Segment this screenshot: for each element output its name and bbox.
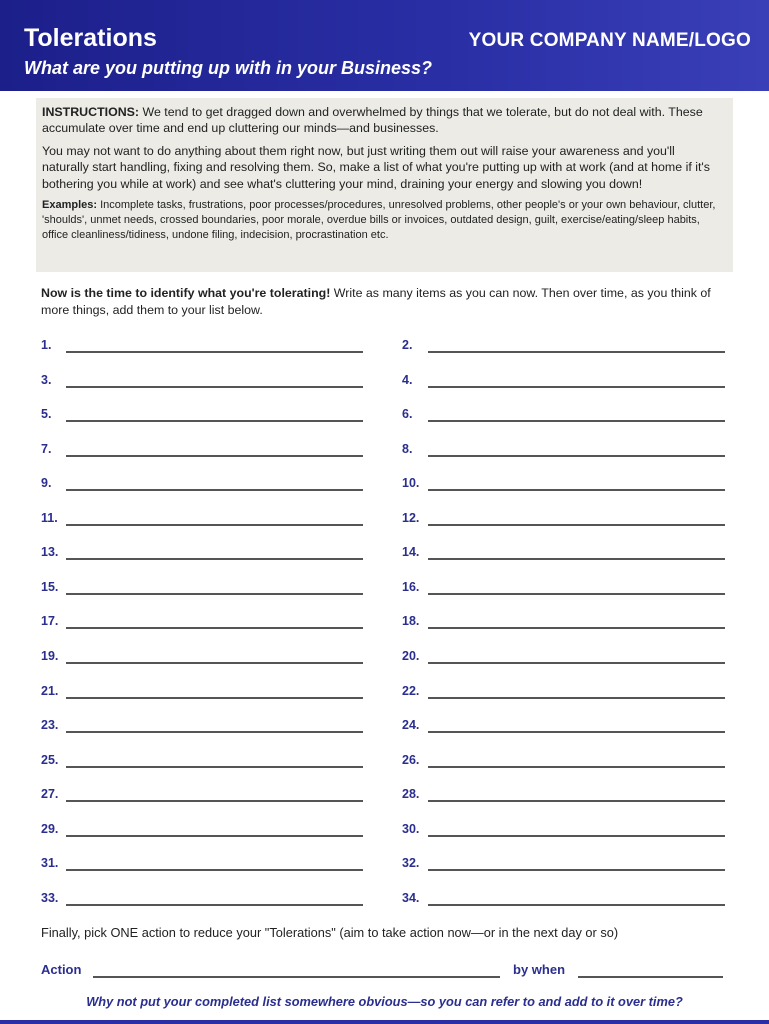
item-number: 25. (41, 752, 59, 767)
item-number: 6. (402, 407, 413, 422)
item-entry-field[interactable] (66, 697, 363, 699)
by-when-label: by when (513, 962, 566, 977)
list-item (41, 785, 363, 809)
instructions-panel (36, 98, 733, 272)
item-entry-field[interactable] (428, 558, 725, 560)
item-entry-field[interactable] (66, 558, 363, 560)
list-item (402, 474, 725, 498)
item-number: 11. (41, 510, 58, 525)
item-entry-field[interactable] (66, 869, 363, 871)
item-number: 27. (41, 787, 59, 802)
item-number: 4. (402, 372, 413, 387)
action-field[interactable] (93, 976, 500, 978)
list-item (402, 543, 725, 567)
list-item (402, 509, 725, 533)
list-item (402, 405, 725, 429)
item-entry-field[interactable] (428, 766, 725, 768)
item-number: 5. (41, 407, 52, 422)
item-number: 7. (41, 441, 52, 456)
item-entry-field[interactable] (428, 593, 725, 595)
instructions-paragraph (42, 104, 725, 137)
item-entry-field[interactable] (428, 489, 725, 491)
item-number: 8. (402, 441, 413, 456)
list-item (402, 751, 725, 775)
bottom-border (0, 1020, 769, 1024)
prompt-bold: Now is the time to identify what you're tolerating! (41, 286, 331, 300)
item-entry-field[interactable] (66, 351, 363, 353)
page-subtitle: What are you putting up with in your Business? (24, 58, 433, 78)
item-entry-field[interactable] (66, 593, 363, 595)
list-item (41, 682, 363, 706)
item-entry-field[interactable] (66, 489, 363, 491)
list-item (402, 854, 725, 878)
item-number: 1. (41, 338, 52, 352)
instructions-label: INSTRUCTIONS: (42, 105, 140, 119)
item-number: 13. (41, 545, 59, 560)
item-number: 23. (41, 718, 59, 733)
item-number: 26. (402, 752, 420, 767)
awareness-paragraph: You may not want to do anything about them right now, but just writing them out will raise your awareness and you'll naturally start handling, fixing and resolving them. So, make a list of what you're putting up with at work (and at home if it's bothering you while at work) and see what's cluttering your mind, draining your energy and slowing you down! (42, 143, 710, 191)
item-number: 3. (41, 372, 52, 387)
list-item (41, 543, 363, 567)
action-label: Action (41, 962, 82, 977)
item-number: 30. (402, 821, 420, 836)
item-entry-field[interactable] (66, 766, 363, 768)
item-number: 16. (402, 579, 420, 594)
item-entry-field[interactable] (66, 800, 363, 802)
list-item (402, 647, 725, 671)
list-item (402, 820, 725, 844)
list-item (41, 612, 363, 636)
item-entry-field[interactable] (66, 627, 363, 629)
item-number: 24. (402, 718, 420, 733)
list-prompt (41, 285, 741, 319)
item-entry-field[interactable] (428, 524, 725, 526)
list-item (41, 854, 363, 878)
item-number: 20. (402, 648, 420, 663)
item-entry-field[interactable] (66, 524, 363, 526)
item-entry-field[interactable] (66, 420, 363, 422)
list-item (41, 889, 363, 913)
item-entry-field[interactable] (428, 835, 725, 837)
by-when-field[interactable] (578, 976, 723, 978)
list-item (402, 336, 725, 360)
list-item (41, 751, 363, 775)
item-entry-field[interactable] (428, 800, 725, 802)
list-item (41, 716, 363, 740)
item-number: 9. (41, 476, 52, 491)
item-entry-field[interactable] (66, 662, 363, 664)
item-entry-field[interactable] (428, 455, 725, 457)
footer-note: Why not put your completed list somewhere obvious—so you can refer to and add to it over time? (86, 994, 683, 1009)
list-item (402, 716, 725, 740)
list-item (402, 371, 725, 395)
item-number: 10. (402, 476, 420, 491)
item-number: 22. (402, 683, 420, 698)
list-item (41, 578, 363, 602)
item-number: 31. (41, 856, 59, 871)
item-number: 32. (402, 856, 420, 871)
item-number: 18. (402, 614, 420, 629)
company-logo-placeholder: YOUR COMPANY NAME/LOGO (468, 30, 751, 51)
item-entry-field[interactable] (428, 627, 725, 629)
item-entry-field[interactable] (428, 662, 725, 664)
item-number: 14. (402, 545, 420, 560)
list-item (41, 336, 363, 360)
item-entry-field[interactable] (66, 386, 363, 388)
finally-instruction: Finally, pick ONE action to reduce your "Tolerations" (aim to take action now—or in the next day or so) (41, 925, 619, 940)
item-entry-field[interactable] (66, 835, 363, 837)
list-item (41, 474, 363, 498)
item-number: 12. (402, 510, 420, 525)
list-item (41, 509, 363, 533)
item-entry-field[interactable] (66, 455, 363, 457)
item-entry-field[interactable] (66, 904, 363, 906)
item-entry-field[interactable] (428, 869, 725, 871)
list-item (402, 889, 725, 913)
list-item (41, 405, 363, 429)
list-item (402, 612, 725, 636)
item-number: 29. (41, 821, 59, 836)
prompt-text: Write as many items as you can now. Then over time, as you think of more things, add them to your list below. (41, 286, 711, 317)
item-entry-field[interactable] (428, 697, 725, 699)
item-number: 28. (402, 787, 420, 802)
list-item (41, 371, 363, 395)
list-item (402, 578, 725, 602)
item-entry-field[interactable] (428, 386, 725, 388)
item-entry-field[interactable] (428, 731, 725, 733)
item-number: 33. (41, 890, 59, 905)
instructions-text: We tend to get dragged down and overwhelmed by things that we tolerate, but do not deal with. These accumulate over time and end up cluttering our minds—and businesses. (42, 105, 703, 136)
header-banner (0, 0, 769, 91)
list-item (402, 682, 725, 706)
item-number: 2. (402, 338, 413, 352)
list-item (402, 785, 725, 809)
page-title: Tolerations (24, 24, 157, 52)
examples-text: Incomplete tasks, frustrations, poor processes/procedures, unresolved problems, other people's or your own behaviour, clutter, 'shoulds', unmet needs, crossed boundaries, poor morale, overdue bills or invoices, outdated design, guilt, exercise/eating/sleep habits, office cleanliness/tidiness, undone filing, indecision, procrastination etc. (42, 199, 716, 241)
item-number: 21. (41, 683, 59, 698)
list-item (402, 440, 725, 464)
item-entry-field[interactable] (428, 904, 725, 906)
list-item (41, 440, 363, 464)
item-number: 34. (402, 890, 420, 905)
item-entry-field[interactable] (66, 731, 363, 733)
list-item (41, 820, 363, 844)
item-entry-field[interactable] (428, 351, 725, 353)
item-number: 17. (41, 614, 59, 629)
list-item (41, 647, 363, 671)
item-entry-field[interactable] (428, 420, 725, 422)
examples-label: Examples: (42, 199, 98, 212)
item-number: 19. (41, 648, 59, 663)
examples-paragraph (42, 198, 725, 242)
item-number: 15. (41, 579, 59, 594)
